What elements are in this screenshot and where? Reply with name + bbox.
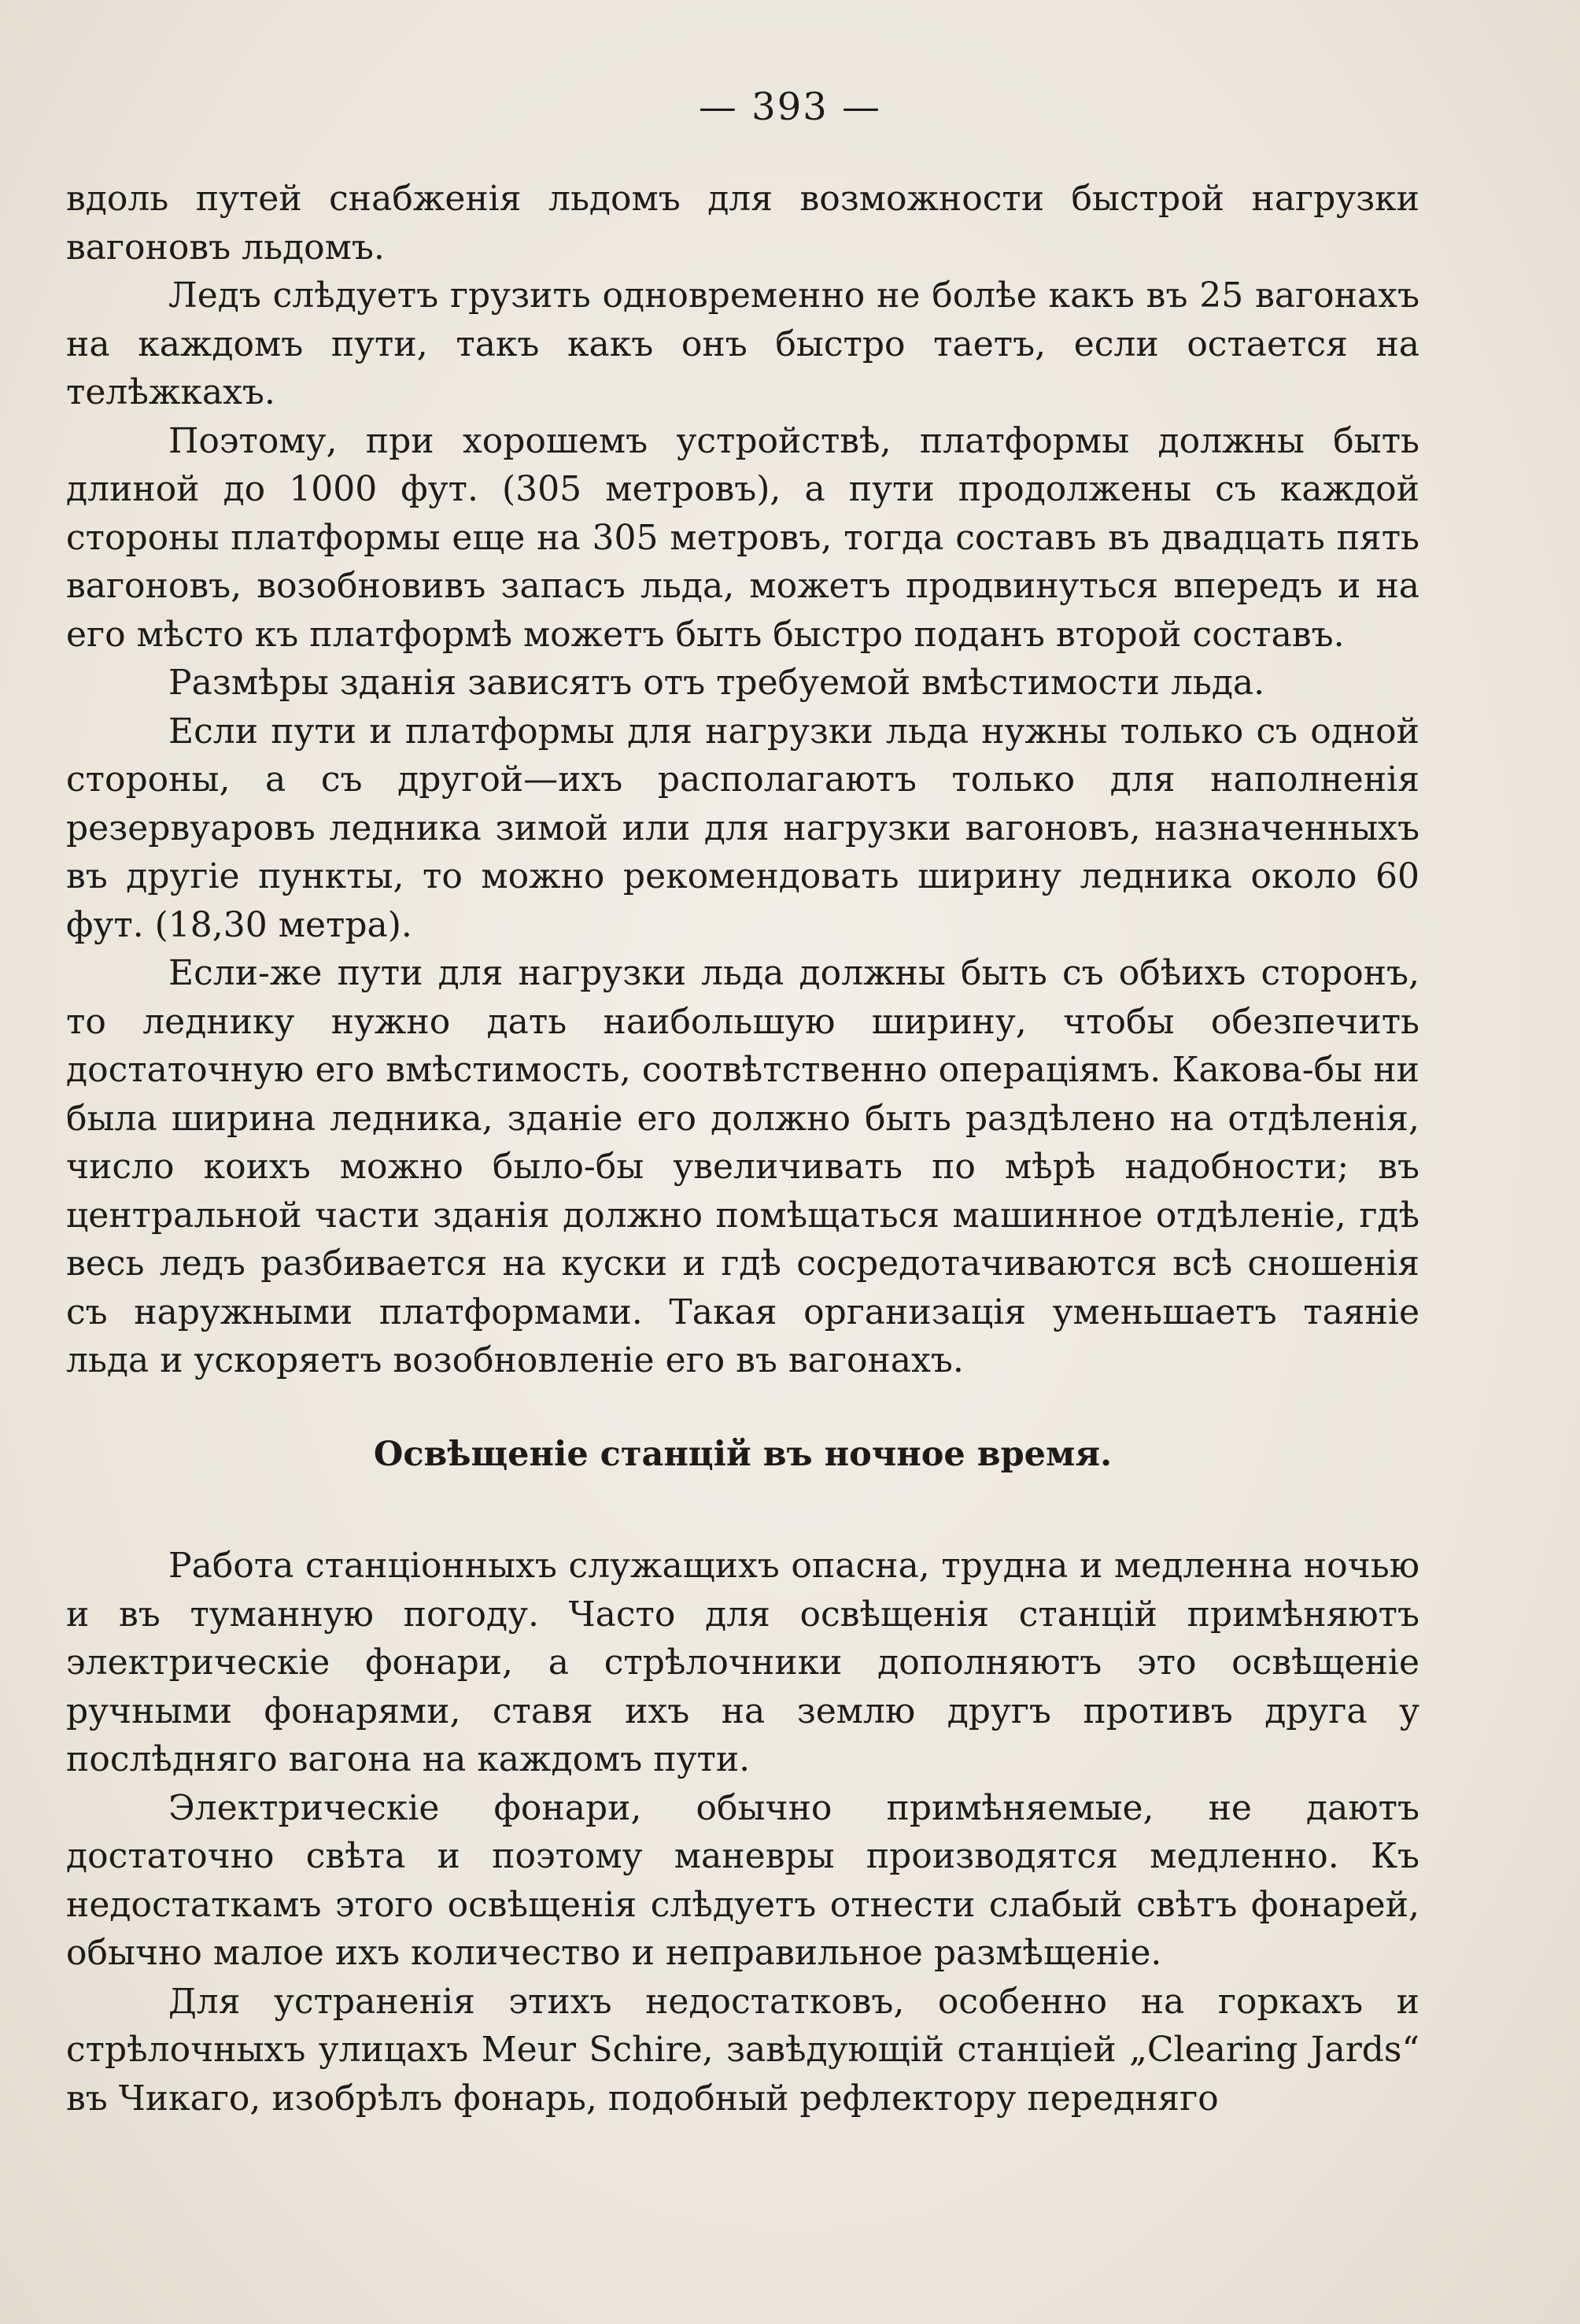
paragraph: Размѣры зданія зависятъ отъ требуемой вмѣстимости льда. (168, 663, 1265, 703)
paragraph: вдоль путей снабженія льдомъ для возможности быстрой нагрузки вагоновъ льдомъ. (66, 179, 1419, 268)
paragraph: Ледъ слѣдуетъ грузить одновременно не болѣе какъ въ 25 вагонахъ на каждомъ пути, такъ какъ онъ быстро таетъ, если остается на телѣжкахъ. (66, 275, 1419, 412)
page-number: — 393 — (698, 85, 882, 129)
paragraph: Для устраненія этихъ недостатковъ, особенно на горкахъ и стрѣлочныхъ улицахъ Meur Schire, завѣдующій станціей „Clearing Jards“ въ Чикаго, изобрѣлъ фонарь, подобный рефлектору передняго (66, 1981, 1419, 2119)
paragraph: Если-же пути для нагрузки льда должны быть съ обѣихъ сторонъ, то леднику нужно дать наибольшую ширину, чтобы обезпечить достаточную его вмѣстимость, соотвѣтственно операціямъ. Какова-бы ни была ширина ледника, зданіе его должно быть раздѣлено на отдѣленія, число коихъ можно было-бы увеличивать по мѣрѣ надобности; въ центральной части зданія должно помѣщаться машинное отдѣленіе, гдѣ весь ледъ разбивается на куски и гдѣ сосредотачиваются всѣ сношенія съ наружными платформами. Такая организація уменьшаетъ таяніе льда и ускоряетъ возобновленіе его въ вагонахъ. (66, 953, 1419, 1380)
paragraph: Поэтому, при хорошемъ устройствѣ, платформы должны быть длиной до 1000 фут. (305 метровъ), а пути продолжены съ каждой стороны платформы еще на 305 метровъ, тогда составъ въ двадцать пять вагоновъ, возобновивъ запасъ льда, можетъ продвинуться впередъ и на его мѣсто къ платформѣ можетъ быть быстро поданъ второй составъ. (66, 420, 1419, 655)
paragraph: Работа станціонныхъ служащихъ опасна, трудна и медленна ночью и въ туманную погоду. Часто для освѣщенія станцій примѣняютъ электрическіе фонари, а стрѣлочники дополняютъ это освѣщеніе ручными фонарями, ставя ихъ на землю другъ противъ друга у послѣдняго вагона на каждомъ пути. (66, 1546, 1419, 1779)
paragraph: Если пути и платформы для нагрузки льда нужны только съ одной стороны, а съ другой—ихъ располагаютъ только для наполненія резервуаровъ ледника зимой или для нагрузки вагоновъ, назначенныхъ въ другіе пункты, то можно рекомендовать ширину ледника около 60 фут. (18,30 метра). (66, 711, 1419, 945)
paragraph: Электрическіе фонари, обычно примѣняемые, не даютъ достаточно свѣта и поэтому маневры производятся медленно. Къ недостаткамъ этого освѣщенія слѣдуетъ отнести слабый свѣтъ фонарей, обычно малое ихъ количество и неправильное размѣщеніе. (66, 1787, 1419, 1973)
section-heading: Освѣщеніе станцій въ ночное время. (373, 1434, 1113, 1474)
body-text (66, 175, 1419, 2123)
